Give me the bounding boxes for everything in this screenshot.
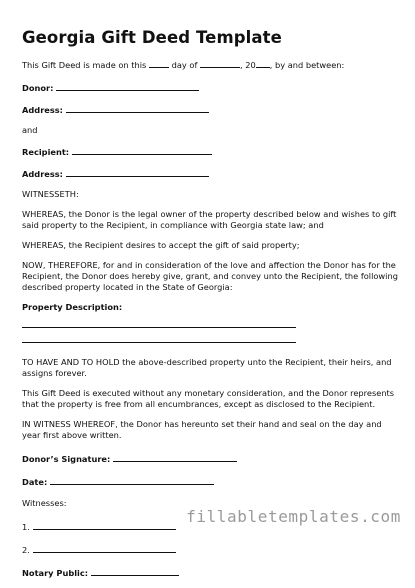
whereas-clause-1: WHEREAS, the Donor is the legal owner of the property described below and wishes to gift said property to the Recipient, in compliance with Georgia state law; and [22, 209, 397, 230]
donor-address-field[interactable] [66, 103, 209, 113]
intro-text-2: day of [171, 60, 198, 70]
donor-label: Donor: [22, 83, 54, 93]
witness-2-field[interactable] [33, 543, 176, 553]
witnesses-label: Witnesses: [22, 498, 67, 508]
date-row [22, 475, 400, 488]
recipient-label: Recipient: [22, 147, 70, 157]
intro-text-4: , by and between: [269, 60, 345, 70]
recipient-field[interactable] [72, 145, 212, 155]
intro-text-3: , 20 [239, 60, 256, 70]
whereas-clause-2: WHEREAS, the Recipient desires to accept the gift of said property; [22, 240, 300, 250]
donor-field[interactable] [56, 81, 199, 91]
property-description-line-1[interactable] [22, 327, 296, 328]
donor-row [22, 81, 400, 94]
date-label: Date: [22, 477, 48, 487]
witness-2-row [22, 543, 400, 556]
year-blank[interactable] [256, 58, 270, 68]
signature-label: Donor’s Signature: [22, 454, 111, 464]
notary-label: Notary Public: [22, 568, 89, 578]
witness-2-label: 2. [22, 545, 30, 555]
witnesseth-heading: WITNESSETH: [22, 189, 79, 199]
recipient-address-label: Address: [22, 169, 63, 179]
watermark-footer: fillabletemplates.com [186, 507, 401, 526]
date-field[interactable] [50, 475, 214, 485]
signature-row [22, 452, 400, 465]
donor-address-row [22, 103, 400, 116]
and-text: and [22, 125, 38, 135]
recipient-row [22, 145, 400, 158]
recipient-address-field[interactable] [66, 167, 209, 177]
page-title: Georgia Gift Deed Template [22, 28, 282, 47]
day-blank[interactable] [149, 58, 169, 68]
recipient-address-row [22, 167, 400, 180]
property-description-label: Property Description: [22, 302, 123, 312]
notary-row [22, 566, 400, 579]
property-description-line-2[interactable] [22, 342, 296, 343]
signature-field[interactable] [113, 452, 237, 462]
intro-line [22, 58, 400, 71]
donor-address-label: Address: [22, 105, 63, 115]
gift-deed-document [22, 28, 400, 588]
witness-1-label: 1. [22, 522, 30, 532]
witness-whereof-clause: IN WITNESS WHEREOF, the Donor has hereunto set their hand and seal on the day and year first above written. [22, 419, 382, 440]
month-blank[interactable] [200, 58, 240, 68]
now-therefore-clause: NOW, THEREFORE, for and in consideration of the love and affection the Donor has for the Recipient, the Donor does hereby give, grant, and convey unto the Recipient, the following described property located in the State of Georgia: [22, 260, 398, 292]
habendum-clause: TO HAVE AND TO HOLD the above-described property unto the Recipient, their heirs, and assigns forever. [22, 357, 392, 378]
intro-text-1: This Gift Deed is made on this [22, 60, 147, 70]
notary-field[interactable] [91, 566, 179, 576]
consideration-clause: This Gift Deed is executed without any monetary consideration, and the Donor represents that the property is free from all encumbrances, except as disclosed to the Recipient. [22, 388, 395, 409]
witness-1-field[interactable] [33, 520, 176, 530]
